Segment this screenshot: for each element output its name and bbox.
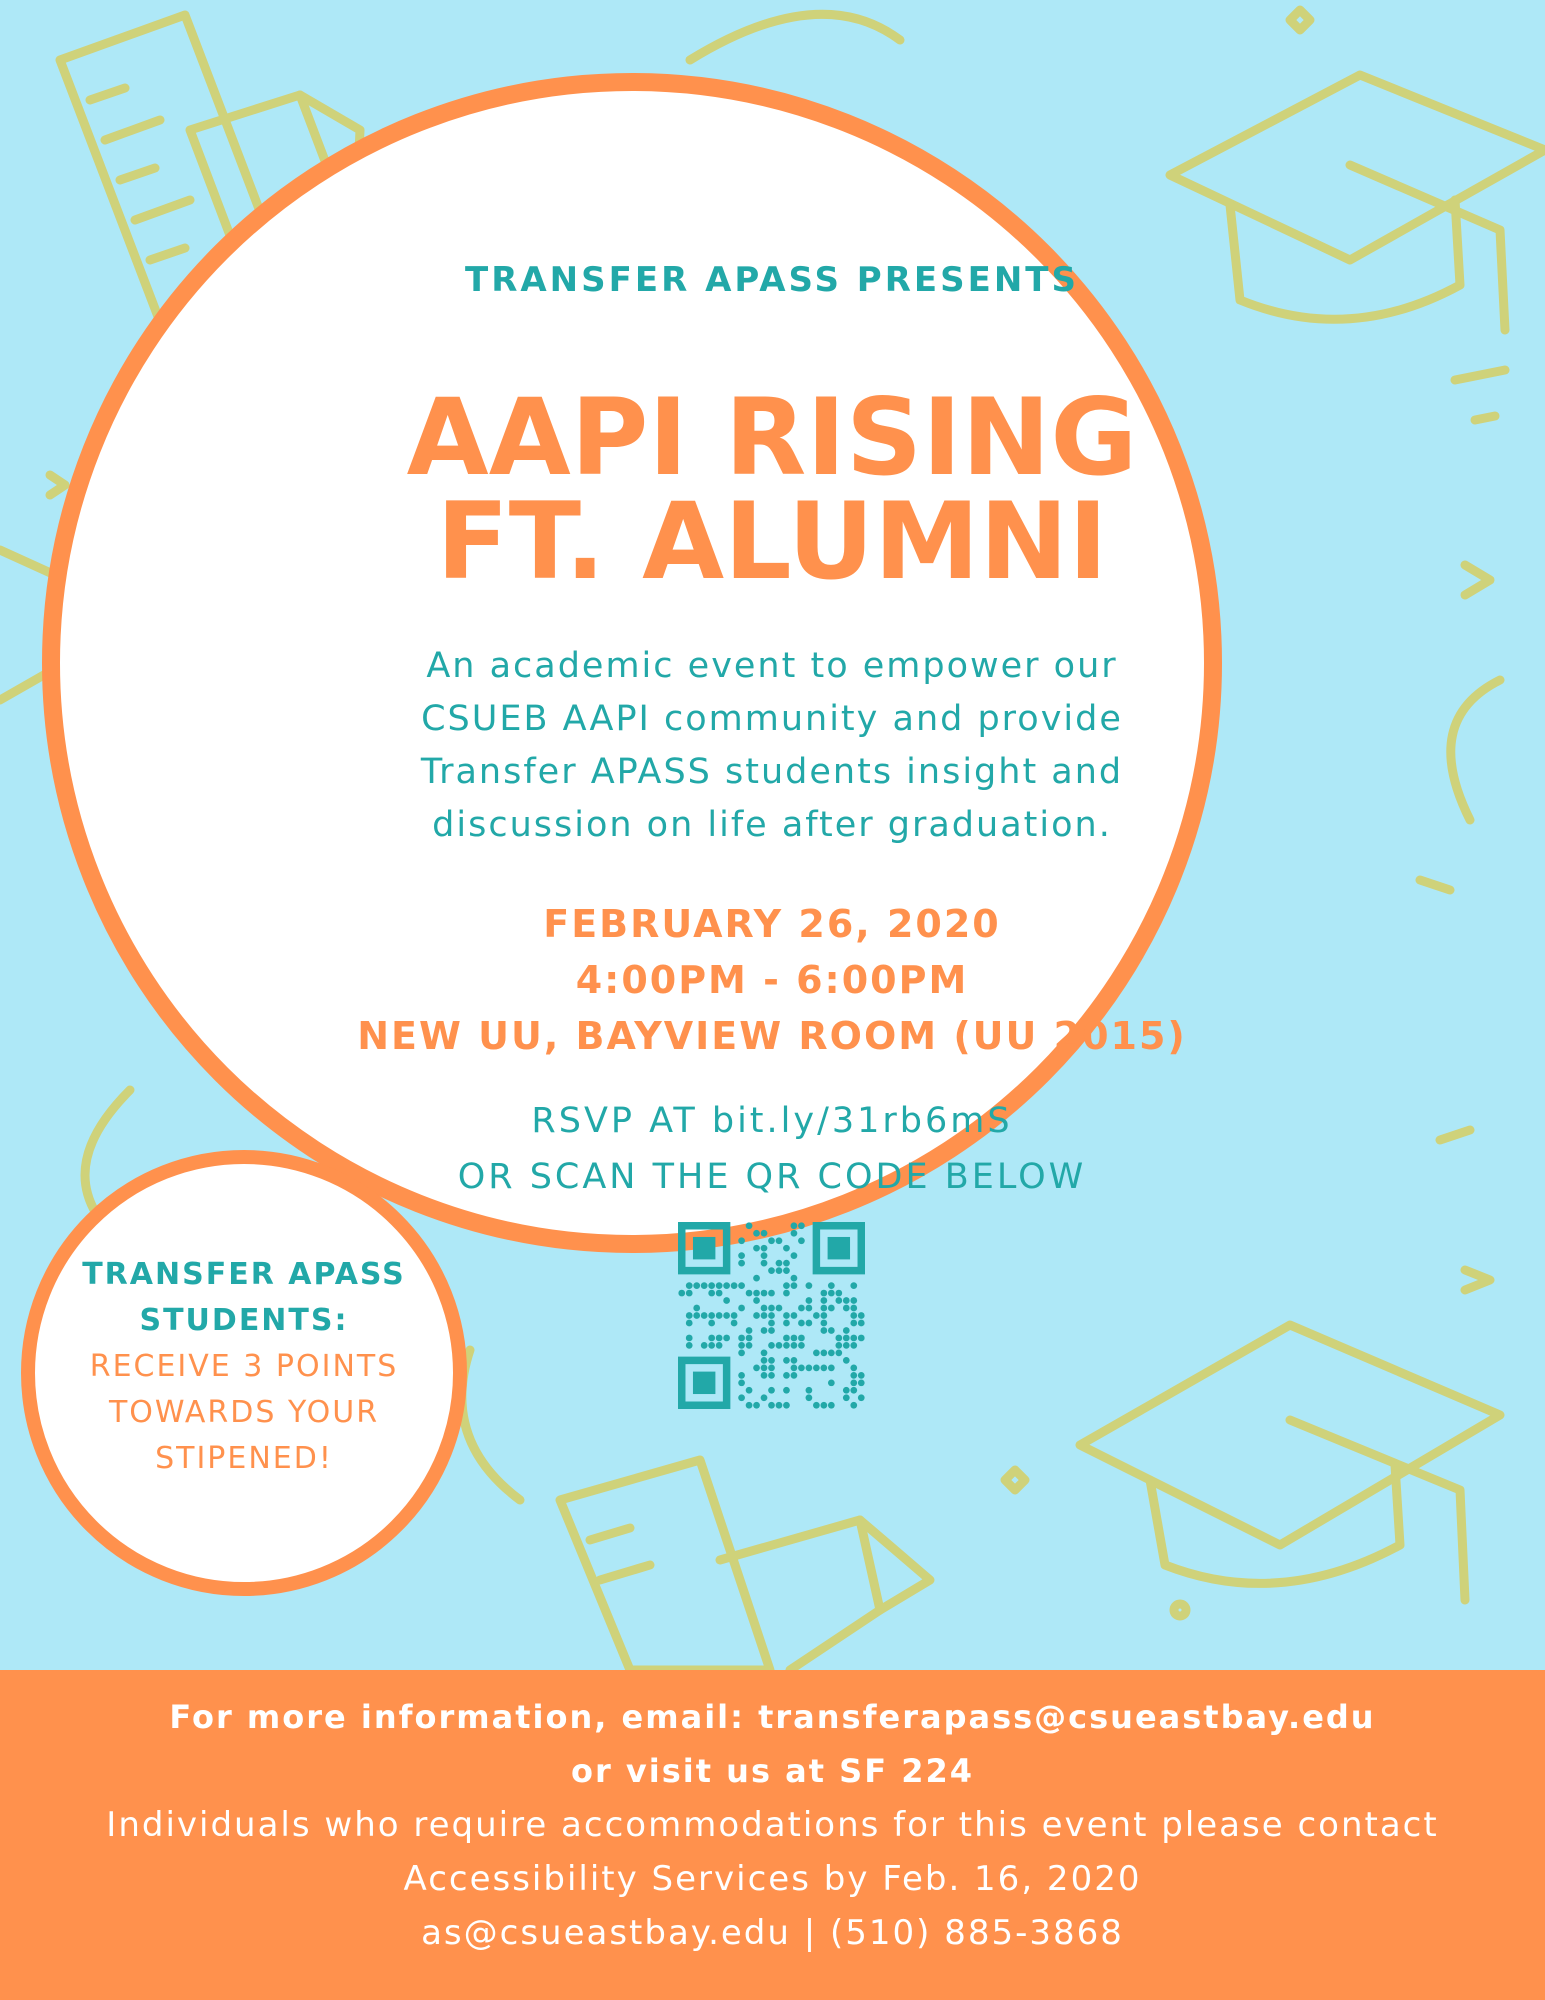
dash-doodle-right <box>1455 370 1505 380</box>
ruler-icon-bottom <box>560 1460 770 1670</box>
pencil-icon-bottom <box>720 1520 930 1670</box>
callout-heading-line1: TRANSFER APASS <box>82 1257 406 1292</box>
footer-contact[interactable]: as@csueastbay.edu | (510) 885-3868 <box>421 1913 1124 1953</box>
qr-code[interactable] <box>678 1222 865 1409</box>
description-line: Transfer APASS students insight and <box>420 752 1124 792</box>
callout-heading-line2: STUDENTS: <box>139 1303 349 1338</box>
dash-doodle-right-small <box>1475 416 1495 420</box>
graduation-cap-icon-bottom <box>1080 1325 1500 1600</box>
sparkle-doodle <box>1005 1470 1025 1490</box>
footer-accommodations-line2: Accessibility Services by Feb. 16, 2020 <box>403 1859 1142 1899</box>
callout-body-line1: RECEIVE 3 POINTS <box>89 1349 399 1384</box>
description-line: CSUEB AAPI community and provide <box>421 699 1123 739</box>
rsvp-info <box>232 1093 1312 1205</box>
sparkle-doodle-top <box>1290 10 1310 30</box>
students-callout <box>21 1252 467 1482</box>
description-line: discussion on life after graduation. <box>432 805 1112 845</box>
arc-doodle <box>690 14 900 60</box>
rsvp-qr-instruction: OR SCAN THE QR CODE BELOW <box>457 1157 1087 1197</box>
rsvp-link-text[interactable]: RSVP AT bit.ly/31rb6mS <box>531 1101 1013 1141</box>
event-time: 4:00PM - 6:00PM <box>575 958 969 1002</box>
arc-doodle-bottom <box>462 1350 520 1500</box>
event-description <box>232 640 1312 852</box>
footer-info-email[interactable]: For more information, email: transferapass@csueastbay.edu <box>169 1698 1376 1736</box>
footer <box>0 1670 1545 2000</box>
chevron-doodle-right-2 <box>1465 1270 1490 1290</box>
event-date: FEBRUARY 26, 2020 <box>543 902 1001 946</box>
event-location: NEW UU, BAYVIEW ROOM (UU 2015) <box>357 1014 1187 1058</box>
chevron-doodle <box>50 475 65 495</box>
chevron-doodle-right <box>1465 565 1490 595</box>
footer-accommodations-line1: Individuals who require accommodations for this event please contact <box>106 1805 1439 1845</box>
event-title-line1: AAPI RISING <box>406 376 1138 499</box>
presents-heading: TRANSFER APASS PRESENTS <box>465 260 1079 300</box>
dash-doodle-right-2 <box>1420 880 1470 1140</box>
callout-body-line3: STIPENED! <box>155 1441 333 1476</box>
event-details <box>232 896 1312 1064</box>
callout-body-line2: TOWARDS YOUR <box>108 1395 380 1430</box>
arc-doodle-right <box>1451 680 1500 820</box>
footer-info-visit: or visit us at SF 224 <box>570 1752 975 1790</box>
event-title-line2: FT. ALUMNI <box>436 480 1108 603</box>
description-line: An academic event to empower our <box>426 646 1118 686</box>
dot-doodle <box>1174 1604 1186 1616</box>
